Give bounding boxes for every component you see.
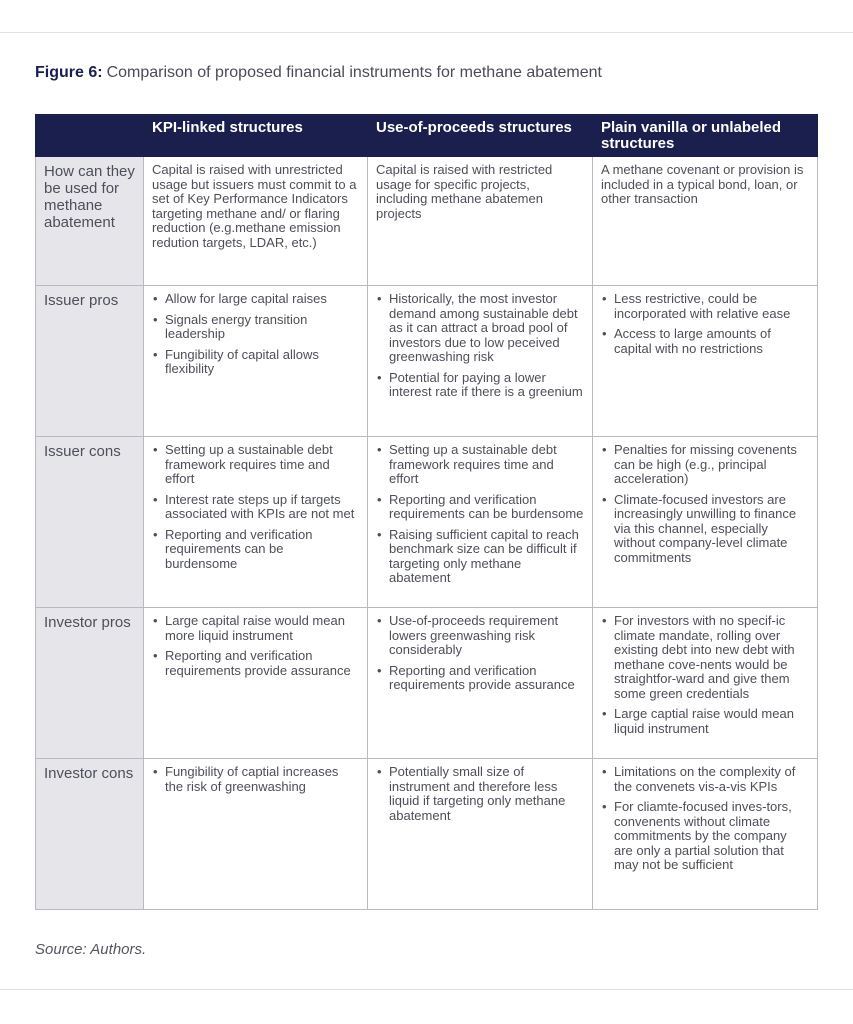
table-cell	[144, 286, 368, 437]
list-item: • For cliamte-focused inves-tors, convenents without climate commitments by the company are only a partial solution that may not be sufficient	[601, 800, 809, 873]
table-cell	[368, 759, 593, 910]
table-cell	[368, 286, 593, 437]
header-use-of-proceeds: Use-of-proceeds structures	[368, 115, 593, 157]
figure-caption	[35, 64, 602, 82]
comparison-table	[35, 114, 818, 910]
table-cell: Capital is raised with unrestricted usage but issuers must commit to a set of Key Performance Indicators targeting methane and/ or flaring reduction (e.g.methane emission redution targets, LDAR, etc.)	[144, 157, 368, 286]
list-item: • Potentially small size of instrument and therefore less liquid if targeting only methane abatement	[376, 765, 584, 823]
table-cell	[593, 759, 818, 910]
list-item: • Climate-focused investors are increasingly unwilling to finance via this channel, especially without company-level climate commitments	[601, 493, 809, 566]
table-cell	[593, 608, 818, 759]
row-header: Investor pros	[36, 608, 144, 759]
header-plain-vanilla: Plain vanilla or unlabeled structures	[593, 115, 818, 157]
list-item: • Penalties for missing covenents can be high (e.g., principal acceleration)	[601, 443, 809, 487]
list-item: • Setting up a sustainable debt framework requires time and effort	[376, 443, 584, 487]
list-item: • Large capital raise would mean more liquid instrument	[152, 614, 359, 643]
row-header: Issuer pros	[36, 286, 144, 437]
header-kpi-linked: KPI-linked structures	[144, 115, 368, 157]
figure-label: Figure 6:	[35, 64, 103, 81]
table-cell	[593, 437, 818, 608]
table-cell: Capital is raised with restricted usage for specific projects, including methane abatemen projects	[368, 157, 593, 286]
list-item: • Allow for large capital raises	[152, 292, 359, 307]
list-item: • Potential for paying a lower interest rate if there is a greenium	[376, 371, 584, 400]
table-row	[36, 608, 818, 759]
list-item: • Reporting and verification requirements provide assurance	[152, 649, 359, 678]
list-item: • Use-of-proceeds requirement lowers greenwashing risk considerably	[376, 614, 584, 658]
list-item: • Less restrictive, could be incorporated with relative ease	[601, 292, 809, 321]
table-cell	[368, 608, 593, 759]
list-item: • Reporting and verification requirements can be burdensome	[152, 528, 359, 572]
header-corner	[36, 115, 144, 157]
list-item: • Access to large amounts of capital with no restrictions	[601, 327, 809, 356]
table-row	[36, 759, 818, 910]
list-item: • Setting up a sustainable debt framework requires time and effort	[152, 443, 359, 487]
list-item: • Historically, the most investor demand among sustainable debt as it can attract a broad pool of investors due to low peceived greenwashing risk	[376, 292, 584, 365]
row-header: How can they be used for methane abatement	[36, 157, 144, 286]
table-row	[36, 157, 818, 286]
row-header: Investor cons	[36, 759, 144, 910]
list-item: • Limitations on the complexity of the convenets vis-a-vis KPIs	[601, 765, 809, 794]
list-item: • Signals energy transition leadership	[152, 313, 359, 342]
table-cell	[144, 759, 368, 910]
list-item: • Reporting and verification requirements can be burdensome	[376, 493, 584, 522]
table-cell	[144, 608, 368, 759]
table-cell	[368, 437, 593, 608]
source-note: Source: Authors.	[35, 941, 147, 958]
table-row	[36, 286, 818, 437]
table-header-row	[36, 115, 818, 157]
list-item: • For investors with no specif-ic climate mandate, rolling over existing debt into new debt with methane cove-nents would be straightfor-ward and give them some green credentials	[601, 614, 809, 701]
list-item: • Reporting and verification requirements provide assurance	[376, 664, 584, 693]
list-item: • Interest rate steps up if targets associated with KPIs are not met	[152, 493, 359, 522]
figure-title: Comparison of proposed financial instruments for methane abatement	[106, 64, 602, 81]
list-item: • Fungibility of capital allows flexibility	[152, 348, 359, 377]
row-header: Issuer cons	[36, 437, 144, 608]
table-cell	[593, 286, 818, 437]
list-item: • Large captial raise would mean liquid instrument	[601, 707, 809, 736]
table-cell	[144, 437, 368, 608]
list-item: • Raising sufficient capital to reach benchmark size can be difficult if targeting only methane abatement	[376, 528, 584, 586]
top-divider	[0, 32, 853, 33]
table-cell: A methane covenant or provision is included in a typical bond, loan, or other transaction	[593, 157, 818, 286]
table-row	[36, 437, 818, 608]
list-item: • Fungibility of captial increases the risk of greenwashing	[152, 765, 359, 794]
bottom-divider	[0, 989, 853, 990]
